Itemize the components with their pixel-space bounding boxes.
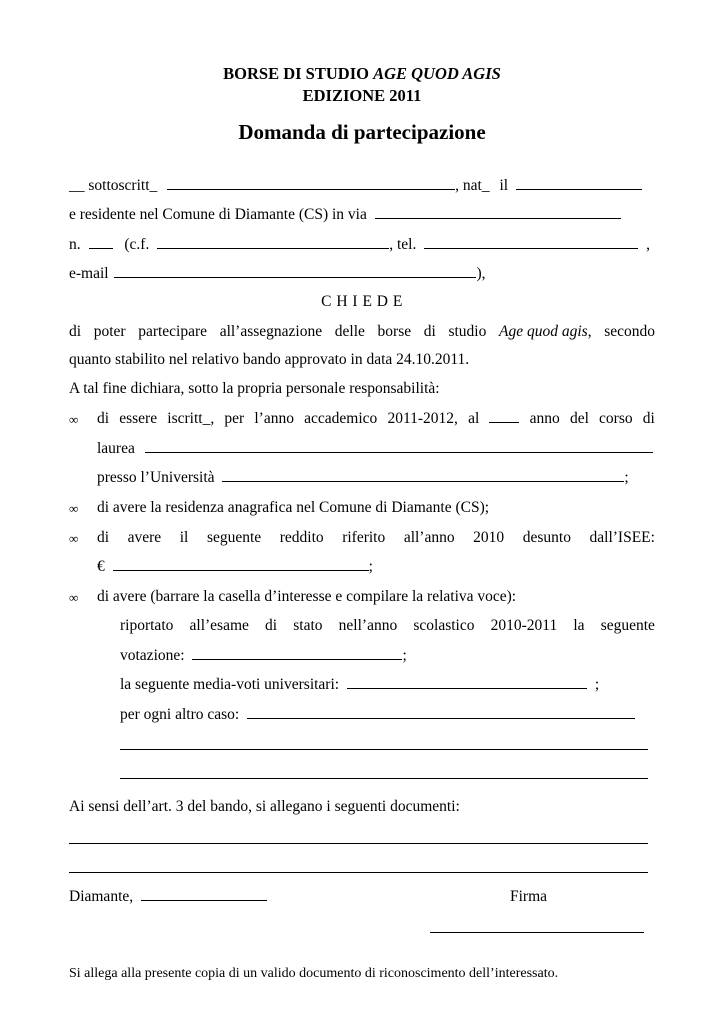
chiede-heading: C H I E D E [321,293,403,310]
word: al [468,410,480,427]
average-grade-field[interactable] [347,675,587,689]
applicant-line-address [69,205,621,225]
bullet-icon: ∞ [69,412,79,427]
word: accademico [304,410,378,427]
body-line-3: A tal fine dichiara, sotto la propria personale responsabilità: [69,380,440,397]
name-field[interactable] [167,176,455,190]
body-line-1 [69,322,655,342]
word: 2010 [473,529,505,546]
other-case-extra-line-2[interactable] [120,778,648,779]
word: di [423,323,436,340]
comma: , [587,323,592,340]
attachments-line-1[interactable] [69,843,648,844]
date-field[interactable] [141,887,267,901]
birth-field[interactable] [516,176,642,190]
word: scolastico [413,617,475,634]
word: per [224,410,245,427]
semicolon: ; [624,469,629,486]
word: di [97,410,110,427]
sottoscritto-label: __ sottoscritt_ [69,177,158,194]
residence-label: e residente nel Comune di Diamante (CS) in via [69,206,367,223]
word: all’assegnazione [219,323,323,340]
word: studio [448,323,487,340]
exam-grade-field[interactable] [192,646,402,660]
decl-4a-line-2 [120,646,407,666]
footer-note: Si allega alla presente copia di un valido documento di riconoscimento dell’interessato. [69,966,559,981]
word: iscritt_, [167,410,215,427]
bullet-icon: ∞ [69,531,79,546]
word: del [569,410,589,427]
word: 2011-2012, [387,410,458,427]
decl-4c [120,705,635,725]
place-date-line [69,887,267,907]
word: la [573,617,585,634]
word: dall’ISEE: [589,529,655,546]
decl-3-line-2 [97,557,373,577]
other-case-label: per ogni altro caso: [120,706,240,723]
bullet-icon: ∞ [69,501,79,516]
euro-icon: € [97,558,105,575]
applicant-line-email [69,264,486,284]
applicant-line-name [69,176,642,196]
laurea-label: laurea [97,440,135,457]
word: di [642,410,655,427]
phone-field[interactable] [424,235,638,249]
semicolon: ; [402,647,407,664]
other-case-extra-line-1[interactable] [120,749,648,750]
header-prefix: BORSE DI STUDIO [223,64,374,83]
year-of-course-field[interactable] [489,409,519,423]
decl-2: di avere la residenza anagrafica nel Comune di Diamante (CS); [97,499,490,516]
degree-field[interactable] [145,439,653,453]
body-line-2: quanto stabilito nel relativo bando approvato in data 24.10.2011. [69,351,470,368]
attachments-heading: Ai sensi dell’art. 3 del bando, si allegano i seguenti documenti: [69,798,460,815]
street-number-field[interactable] [89,235,113,249]
word: poter [93,323,126,340]
page-title: Domanda di partecipazione [238,120,486,144]
decl-1-line-3 [97,468,629,488]
university-label: presso l’Università [97,469,215,486]
other-case-field[interactable] [247,705,635,719]
word: essere [119,410,158,427]
word: delle [334,323,365,340]
il-label: il [499,177,509,194]
word: partecipare [138,323,208,340]
nato-label: , nat_ [455,177,490,194]
word: di [265,617,278,634]
word: l’anno [254,410,294,427]
word: riferito [342,529,386,546]
income-field[interactable] [113,557,369,571]
word: corso [599,410,633,427]
decl-1-line-1 [97,409,655,429]
tel-label: , tel. [389,236,417,253]
word: nell’anno [338,617,398,634]
header-line-1 [0,64,724,84]
email-label: e-mail [69,265,109,282]
word: seguente [600,617,655,634]
media-voti-label: la seguente media-voti universitari: [120,676,340,693]
word: di [69,323,82,340]
email-field[interactable] [114,264,476,278]
word: borse [377,323,412,340]
word: 2010-2011 [490,617,558,634]
word: anno [529,410,560,427]
firma-label: Firma [510,888,548,905]
header-edition: EDIZIONE 2011 [302,86,422,105]
header-program-name: AGE QUOD AGIS [373,64,501,83]
semicolon: ; [368,558,373,575]
number-label: n. [69,236,81,253]
attachments-line-2[interactable] [69,872,648,873]
word: stato [293,617,323,634]
word: secondo [604,323,655,340]
word: riportato [120,617,174,634]
word: avere [127,529,162,546]
word: il [179,529,189,546]
signature-field[interactable] [430,932,644,933]
cf-label: (c.f. [124,236,150,253]
votazione-label: votazione: [120,647,185,664]
fiscal-code-field[interactable] [157,235,389,249]
comma: , [646,236,650,253]
bullet-icon: ∞ [69,590,79,605]
program-name: Age quod agis [499,323,588,340]
decl-4a-line-1 [120,616,655,636]
decl-4b [120,675,599,695]
semicolon: ; [594,676,600,693]
decl-3-line-1 [97,528,655,548]
email-close: ), [476,265,486,282]
place-label: Diamante, [69,888,134,905]
word: all’anno [403,529,455,546]
university-field[interactable] [222,468,624,482]
word: all’esame [189,617,249,634]
decl-1-line-2 [97,439,653,459]
applicant-line-ids [69,235,650,255]
decl-4: di avere (barrare la casella d’interesse e compilare la relativa voce): [97,588,517,605]
word: seguente [206,529,262,546]
word: desunto [522,529,571,546]
street-field[interactable] [375,205,621,219]
word: reddito [279,529,324,546]
word: di [97,529,110,546]
